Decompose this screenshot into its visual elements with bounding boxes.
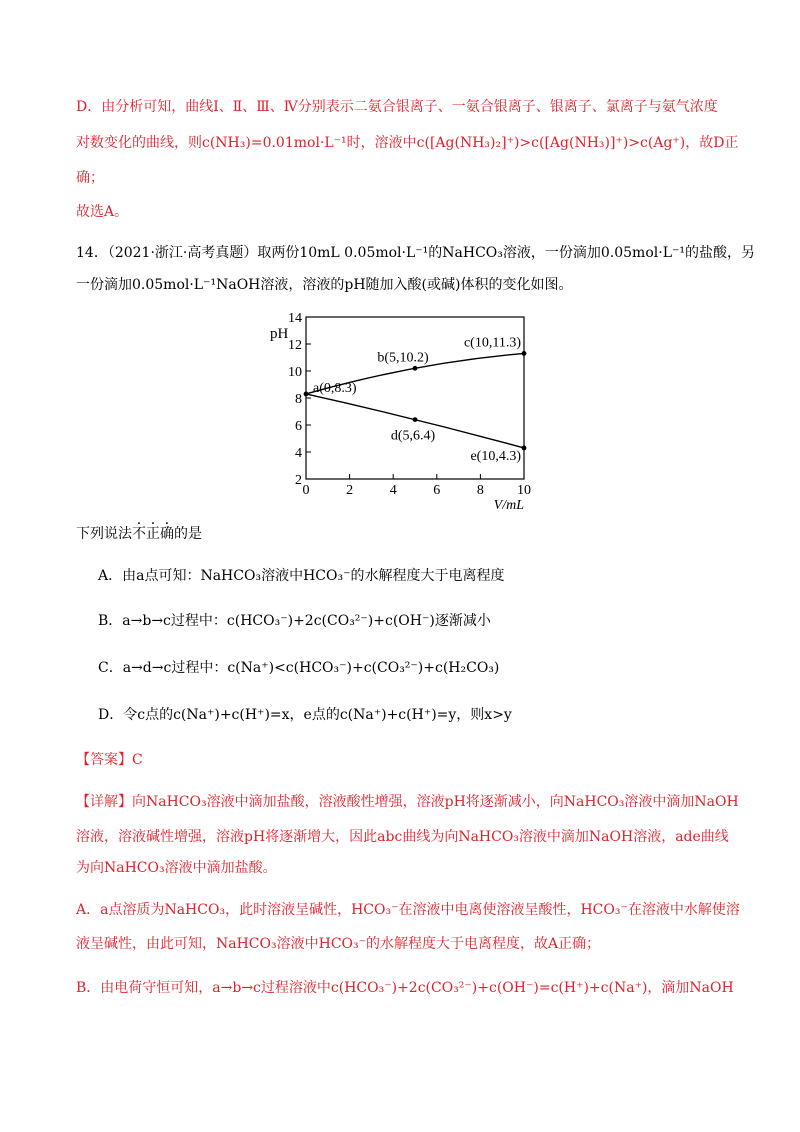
y-tick-label: 2	[295, 473, 302, 488]
x-tick-label: 6	[433, 483, 441, 498]
option-d: D．令c点的c(Na⁺)+c(H⁺)=x，e点的c(Na⁺)+c(H⁺)=y，则x>y	[98, 707, 512, 723]
y-tick-label: 14	[288, 311, 302, 326]
section-d-line-4: 故选A。	[76, 204, 129, 220]
x-tick-label: 0	[302, 483, 310, 498]
explanation-a-line-2: 液呈碱性，由此可知，NaHCO₃溶液中HCO₃⁻的水解程度大于电离程度，故A正确；	[76, 936, 601, 952]
data-point-label: b(5,10.2)	[377, 350, 429, 366]
y-tick-label: 8	[295, 392, 302, 407]
prompt-before: 下列说法	[76, 526, 132, 542]
answer-label: 【答案】C	[76, 752, 143, 768]
option-c: C．a→d→c过程中：c(Na⁺)<c(HCO₃⁻)+c(CO₃²⁻)+c(H₂CO₃)	[98, 660, 500, 676]
x-tick-label: 4	[389, 483, 397, 498]
section-d-line-2: 对数变化的曲线，则c(NH₃)=0.01mol·L⁻¹时，溶液中c([Ag(NH₃)₂]⁺)>c([Ag(NH₃)]⁺)>c(Ag⁺)，故D正	[76, 135, 739, 151]
data-point-label: d(5,6.4)	[390, 428, 436, 444]
question-line-1: 14．（2021·浙江·高考真题）取两份10mL 0.05mol·L⁻¹的NaHCO₃溶液，一份滴加0.05mol·L⁻¹的盐酸，另	[76, 245, 755, 261]
y-tick-label: 4	[295, 446, 302, 461]
x-axis-label: V/mL	[493, 498, 524, 513]
explanation-line-2: 溶液，溶液碱性增强，溶液pH将逐渐增大，因此abc曲线为向NaHCO₃溶液中滴加NaOH溶液，ade曲线	[76, 829, 729, 845]
prompt-emph-1: 不	[132, 526, 146, 542]
ph-volume-chart	[258, 304, 558, 513]
x-tick-label: 8	[476, 483, 484, 498]
data-point	[413, 417, 418, 422]
x-tick-label: 2	[346, 483, 354, 498]
explanation-b-line-1: B．由电荷守恒可知，a→b→c过程溶液中c(HCO₃⁻)+2c(CO₃²⁻)+c(OH⁻)=c(H⁺)+c(Na⁺)，滴加NaOH	[76, 980, 734, 996]
data-point-label: c(10,11.3)	[463, 335, 521, 351]
y-tick-label: 10	[288, 365, 302, 380]
data-point-label: a(0,8.3)	[313, 380, 357, 396]
data-point	[413, 366, 418, 371]
question-line-2: 一份滴加0.05mol·L⁻¹NaOH溶液，溶液的pH随加入酸(或碱)体积的变化如图。	[76, 277, 573, 293]
section-d-line-3: 确；	[76, 170, 104, 186]
prompt-emph-3: 确	[160, 526, 174, 542]
option-b: B．a→b→c过程中：c(HCO₃⁻)+2c(CO₃²⁻)+c(OH⁻)逐渐减小	[98, 613, 491, 629]
x-tick-label: 10	[517, 483, 531, 498]
prompt-after: 的是	[174, 526, 202, 542]
explanation-line-3: 为向NaHCO₃溶液中滴加盐酸。	[76, 860, 277, 876]
question-prompt	[76, 524, 202, 544]
data-point	[522, 446, 527, 451]
data-point	[304, 392, 309, 397]
data-point-label: e(10,4.3)	[470, 448, 521, 464]
y-tick-label: 6	[295, 419, 302, 434]
prompt-emph-2: 正	[146, 526, 160, 542]
option-a: A．由a点可知：NaHCO₃溶液中HCO₃⁻的水解程度大于电离程度	[98, 568, 505, 584]
y-tick-label: 12	[288, 338, 302, 353]
explanation-line-1: 【详解】向NaHCO₃溶液中滴加盐酸，溶液酸性增强，溶液pH将逐渐减小，向NaHCO₃溶液中滴加NaOH	[76, 794, 739, 810]
section-d-line-1: D．由分析可知，曲线Ⅰ、Ⅱ、Ⅲ、Ⅳ分别表示二氨合银离子、一氨合银离子、银离子、氯离子与氨气浓度	[76, 99, 718, 115]
explanation-a-line-1: A．a点溶质为NaHCO₃，此时溶液呈碱性，HCO₃⁻在溶液中电离使溶液呈酸性，HCO₃⁻在溶液中水解使溶	[76, 902, 740, 918]
y-axis-label: pH	[270, 326, 289, 342]
data-point	[522, 351, 527, 356]
